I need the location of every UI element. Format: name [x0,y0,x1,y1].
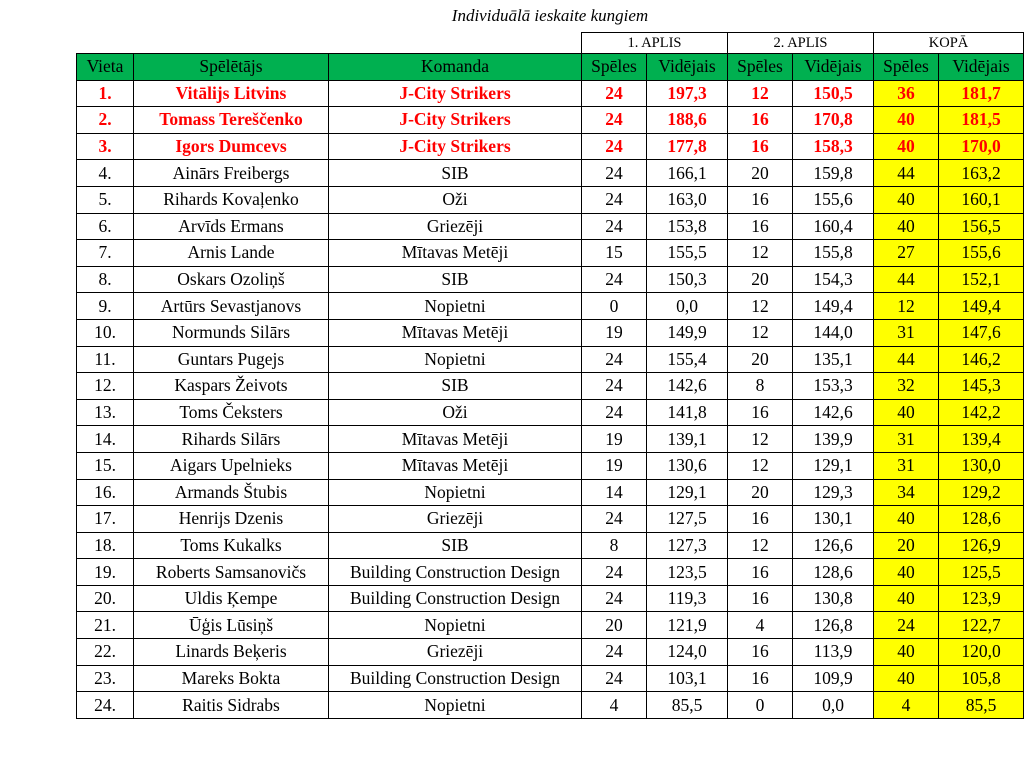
cell-games-round-1: 24 [582,133,647,160]
cell-average-round-1: 0,0 [647,293,728,320]
table-row [77,506,1024,533]
cell-average-round-1: 149,9 [647,319,728,346]
cell-team: J-City Strikers [329,80,582,107]
cell-average-round-2: 126,8 [793,612,874,639]
cell-games-round-1: 24 [582,213,647,240]
round-group-row [77,33,1024,54]
cell-player: Henrijs Dzenis [134,506,329,533]
cell-average-round-2: 160,4 [793,213,874,240]
cell-average-total: 146,2 [939,346,1024,373]
group-header-round-2: 2. APLIS [728,33,874,54]
cell-games-total: 32 [874,373,939,400]
cell-player: Raitis Sidrabs [134,692,329,719]
cell-place: 22. [77,639,134,666]
table-row [77,80,1024,107]
cell-games-round-2: 16 [728,107,793,134]
cell-average-round-1: 155,5 [647,240,728,267]
cell-player: Uldis Ķempe [134,585,329,612]
cell-games-round-2: 16 [728,506,793,533]
cell-average-round-2: 0,0 [793,692,874,719]
cell-place: 9. [77,293,134,320]
cell-place: 23. [77,665,134,692]
cell-games-round-2: 4 [728,612,793,639]
cell-place: 7. [77,240,134,267]
cell-average-total: 156,5 [939,213,1024,240]
cell-average-round-2: 155,6 [793,186,874,213]
cell-average-total: 147,6 [939,319,1024,346]
cell-player: Arvīds Ermans [134,213,329,240]
cell-games-round-2: 12 [728,319,793,346]
cell-player: Armands Štubis [134,479,329,506]
cell-average-round-2: 129,3 [793,479,874,506]
cell-average-total: 85,5 [939,692,1024,719]
cell-average-round-1: 129,1 [647,479,728,506]
cell-average-total: 122,7 [939,612,1024,639]
cell-average-round-2: 113,9 [793,639,874,666]
cell-average-round-1: 103,1 [647,665,728,692]
cell-average-round-1: 123,5 [647,559,728,586]
cell-games-round-1: 24 [582,373,647,400]
cell-average-total: 139,4 [939,426,1024,453]
cell-place: 19. [77,559,134,586]
cell-average-round-1: 127,5 [647,506,728,533]
cell-average-round-1: 153,8 [647,213,728,240]
cell-average-total: 160,1 [939,186,1024,213]
cell-player: Ūģis Lūsiņš [134,612,329,639]
col-header-team: Komanda [329,54,582,81]
cell-average-round-2: 149,4 [793,293,874,320]
cell-games-total: 12 [874,293,939,320]
cell-team: Building Construction Design [329,559,582,586]
cell-average-total: 163,2 [939,160,1024,187]
col-header-place: Vieta [77,54,134,81]
cell-games-round-2: 12 [728,532,793,559]
table-row [77,293,1024,320]
cell-average-total: 120,0 [939,639,1024,666]
cell-games-round-2: 16 [728,585,793,612]
cell-games-round-2: 12 [728,80,793,107]
cell-games-round-1: 14 [582,479,647,506]
cell-team: Griezēji [329,639,582,666]
cell-average-round-2: 159,8 [793,160,874,187]
cell-games-round-1: 24 [582,559,647,586]
cell-games-round-2: 20 [728,266,793,293]
cell-team: SIB [329,266,582,293]
cell-place: 11. [77,346,134,373]
cell-average-round-2: 135,1 [793,346,874,373]
cell-games-round-2: 20 [728,346,793,373]
cell-average-total: 155,6 [939,240,1024,267]
cell-games-total: 44 [874,266,939,293]
cell-average-total: 149,4 [939,293,1024,320]
cell-player: Igors Dumcevs [134,133,329,160]
cell-place: 17. [77,506,134,533]
cell-team: Oži [329,186,582,213]
cell-place: 5. [77,186,134,213]
cell-average-round-1: 121,9 [647,612,728,639]
cell-games-round-2: 16 [728,186,793,213]
cell-games-total: 27 [874,240,939,267]
cell-average-round-2: 130,1 [793,506,874,533]
cell-average-round-1: 155,4 [647,346,728,373]
cell-player: Tomass Tereščenko [134,107,329,134]
table-row [77,665,1024,692]
cell-team: Nopietni [329,346,582,373]
cell-games-round-1: 24 [582,639,647,666]
cell-games-round-2: 16 [728,559,793,586]
cell-place: 16. [77,479,134,506]
cell-player: Roberts Samsanovičs [134,559,329,586]
cell-team: SIB [329,373,582,400]
cell-place: 20. [77,585,134,612]
cell-team: Nopietni [329,612,582,639]
cell-average-round-2: 153,3 [793,373,874,400]
cell-average-round-1: 142,6 [647,373,728,400]
cell-games-total: 31 [874,452,939,479]
cell-games-total: 40 [874,506,939,533]
cell-average-round-2: 150,5 [793,80,874,107]
table-row [77,266,1024,293]
cell-player: Normunds Silārs [134,319,329,346]
group-header-total: KOPĀ [874,33,1024,54]
cell-average-round-1: 127,3 [647,532,728,559]
cell-average-total: 129,2 [939,479,1024,506]
cell-team: Nopietni [329,692,582,719]
table-row [77,213,1024,240]
cell-player: Arnis Lande [134,240,329,267]
table-row [77,612,1024,639]
cell-games-round-2: 20 [728,479,793,506]
table-row [77,186,1024,213]
cell-average-round-2: 154,3 [793,266,874,293]
cell-games-round-2: 16 [728,399,793,426]
cell-games-round-1: 20 [582,612,647,639]
cell-games-round-1: 4 [582,692,647,719]
cell-games-total: 31 [874,319,939,346]
col-header-games-total: Spēles [874,54,939,81]
cell-average-total: 181,7 [939,80,1024,107]
cell-average-round-2: 155,8 [793,240,874,267]
table-row [77,479,1024,506]
cell-average-round-1: 166,1 [647,160,728,187]
cell-average-round-1: 130,6 [647,452,728,479]
cell-average-round-2: 142,6 [793,399,874,426]
cell-place: 13. [77,399,134,426]
cell-games-round-2: 16 [728,133,793,160]
cell-player: Toms Čeksters [134,399,329,426]
cell-player: Oskars Ozoliņš [134,266,329,293]
cell-team: SIB [329,532,582,559]
cell-average-round-1: 177,8 [647,133,728,160]
table-row [77,160,1024,187]
cell-player: Ainārs Freibergs [134,160,329,187]
cell-games-round-2: 8 [728,373,793,400]
cell-games-round-1: 24 [582,346,647,373]
cell-games-round-2: 12 [728,293,793,320]
cell-place: 6. [77,213,134,240]
cell-player: Guntars Pugejs [134,346,329,373]
cell-player: Vitālijs Litvins [134,80,329,107]
group-header-round-1: 1. APLIS [582,33,728,54]
cell-games-total: 34 [874,479,939,506]
cell-average-total: 142,2 [939,399,1024,426]
cell-team: Mītavas Metēji [329,426,582,453]
cell-average-round-2: 158,3 [793,133,874,160]
cell-team: Griezēji [329,213,582,240]
cell-average-round-2: 139,9 [793,426,874,453]
cell-games-round-1: 24 [582,160,647,187]
cell-average-round-1: 188,6 [647,107,728,134]
cell-games-total: 40 [874,639,939,666]
cell-games-total: 40 [874,107,939,134]
cell-average-round-2: 109,9 [793,665,874,692]
cell-games-round-1: 19 [582,452,647,479]
table-row [77,240,1024,267]
cell-average-round-1: 85,5 [647,692,728,719]
cell-average-round-2: 129,1 [793,452,874,479]
col-header-average-total: Vidējais [939,54,1024,81]
cell-team: Oži [329,399,582,426]
cell-average-round-1: 150,3 [647,266,728,293]
cell-average-round-1: 119,3 [647,585,728,612]
cell-team: Mītavas Metēji [329,452,582,479]
cell-player: Toms Kukalks [134,532,329,559]
table-row [77,532,1024,559]
cell-place: 15. [77,452,134,479]
cell-games-total: 40 [874,213,939,240]
cell-average-total: 145,3 [939,373,1024,400]
table-row [77,559,1024,586]
cell-team: Mītavas Metēji [329,319,582,346]
cell-average-total: 128,6 [939,506,1024,533]
cell-average-round-1: 139,1 [647,426,728,453]
table-row [77,319,1024,346]
cell-place: 24. [77,692,134,719]
cell-player: Artūrs Sevastjanovs [134,293,329,320]
cell-games-round-2: 0 [728,692,793,719]
cell-team: SIB [329,160,582,187]
cell-games-round-2: 20 [728,160,793,187]
cell-games-round-1: 24 [582,186,647,213]
cell-place: 3. [77,133,134,160]
cell-games-round-1: 24 [582,585,647,612]
cell-games-total: 31 [874,426,939,453]
cell-games-total: 44 [874,346,939,373]
col-header-average-round-2: Vidējais [793,54,874,81]
cell-games-round-1: 8 [582,532,647,559]
cell-team: Building Construction Design [329,665,582,692]
cell-games-round-1: 0 [582,293,647,320]
cell-place: 2. [77,107,134,134]
col-header-player: Spēlētājs [134,54,329,81]
cell-place: 12. [77,373,134,400]
cell-player: Kaspars Žeivots [134,373,329,400]
col-header-games-round-2: Spēles [728,54,793,81]
cell-average-round-2: 170,8 [793,107,874,134]
cell-games-total: 40 [874,559,939,586]
cell-player: Linards Beķeris [134,639,329,666]
table-row [77,452,1024,479]
cell-player: Mareks Bokta [134,665,329,692]
column-header-row [77,54,1024,81]
cell-team: Nopietni [329,479,582,506]
cell-average-total: 125,5 [939,559,1024,586]
table-row [77,639,1024,666]
table-row [77,107,1024,134]
cell-place: 1. [77,80,134,107]
document-title: Individuālā ieskaite kungiem [451,6,649,25]
cell-place: 10. [77,319,134,346]
cell-average-round-1: 197,3 [647,80,728,107]
cell-average-total: 130,0 [939,452,1024,479]
cell-team: Mītavas Metēji [329,240,582,267]
cell-games-round-1: 24 [582,665,647,692]
cell-team: Griezēji [329,506,582,533]
cell-player: Rihards Silārs [134,426,329,453]
cell-games-total: 40 [874,399,939,426]
cell-games-round-2: 12 [728,452,793,479]
cell-team: J-City Strikers [329,107,582,134]
cell-average-total: 181,5 [939,107,1024,134]
cell-games-round-1: 24 [582,80,647,107]
table-row [77,399,1024,426]
cell-games-round-1: 15 [582,240,647,267]
cell-games-total: 36 [874,80,939,107]
cell-games-total: 44 [874,160,939,187]
cell-games-round-2: 16 [728,639,793,666]
cell-games-round-1: 24 [582,399,647,426]
cell-average-round-1: 163,0 [647,186,728,213]
cell-games-round-2: 16 [728,213,793,240]
cell-average-round-1: 141,8 [647,399,728,426]
cell-average-total: 170,0 [939,133,1024,160]
results-table [76,32,1024,719]
table-row [77,426,1024,453]
cell-games-round-2: 16 [728,665,793,692]
col-header-games-round-1: Spēles [582,54,647,81]
cell-games-total: 4 [874,692,939,719]
cell-games-round-1: 19 [582,319,647,346]
cell-games-round-1: 24 [582,107,647,134]
cell-average-round-2: 144,0 [793,319,874,346]
cell-place: 18. [77,532,134,559]
cell-average-total: 123,9 [939,585,1024,612]
cell-games-total: 40 [874,665,939,692]
cell-average-total: 126,9 [939,532,1024,559]
cell-place: 14. [77,426,134,453]
cell-games-round-1: 24 [582,266,647,293]
table-row [77,692,1024,719]
table-row [77,346,1024,373]
cell-place: 4. [77,160,134,187]
table-row [77,585,1024,612]
cell-average-round-2: 128,6 [793,559,874,586]
cell-team: Nopietni [329,293,582,320]
cell-games-round-2: 12 [728,240,793,267]
col-header-average-round-1: Vidējais [647,54,728,81]
cell-place: 21. [77,612,134,639]
cell-games-total: 40 [874,133,939,160]
cell-player: Aigars Upelnieks [134,452,329,479]
cell-average-total: 152,1 [939,266,1024,293]
cell-games-round-1: 19 [582,426,647,453]
cell-games-total: 20 [874,532,939,559]
table-row [77,133,1024,160]
table-row [77,373,1024,400]
cell-games-total: 24 [874,612,939,639]
cell-games-total: 40 [874,186,939,213]
cell-games-total: 40 [874,585,939,612]
cell-average-total: 105,8 [939,665,1024,692]
cell-games-round-2: 12 [728,426,793,453]
cell-place: 8. [77,266,134,293]
cell-player: Rihards Kovaļenko [134,186,329,213]
cell-team: Building Construction Design [329,585,582,612]
cell-average-round-2: 130,8 [793,585,874,612]
cell-average-round-1: 124,0 [647,639,728,666]
cell-team: J-City Strikers [329,133,582,160]
cell-games-round-1: 24 [582,506,647,533]
cell-average-round-2: 126,6 [793,532,874,559]
